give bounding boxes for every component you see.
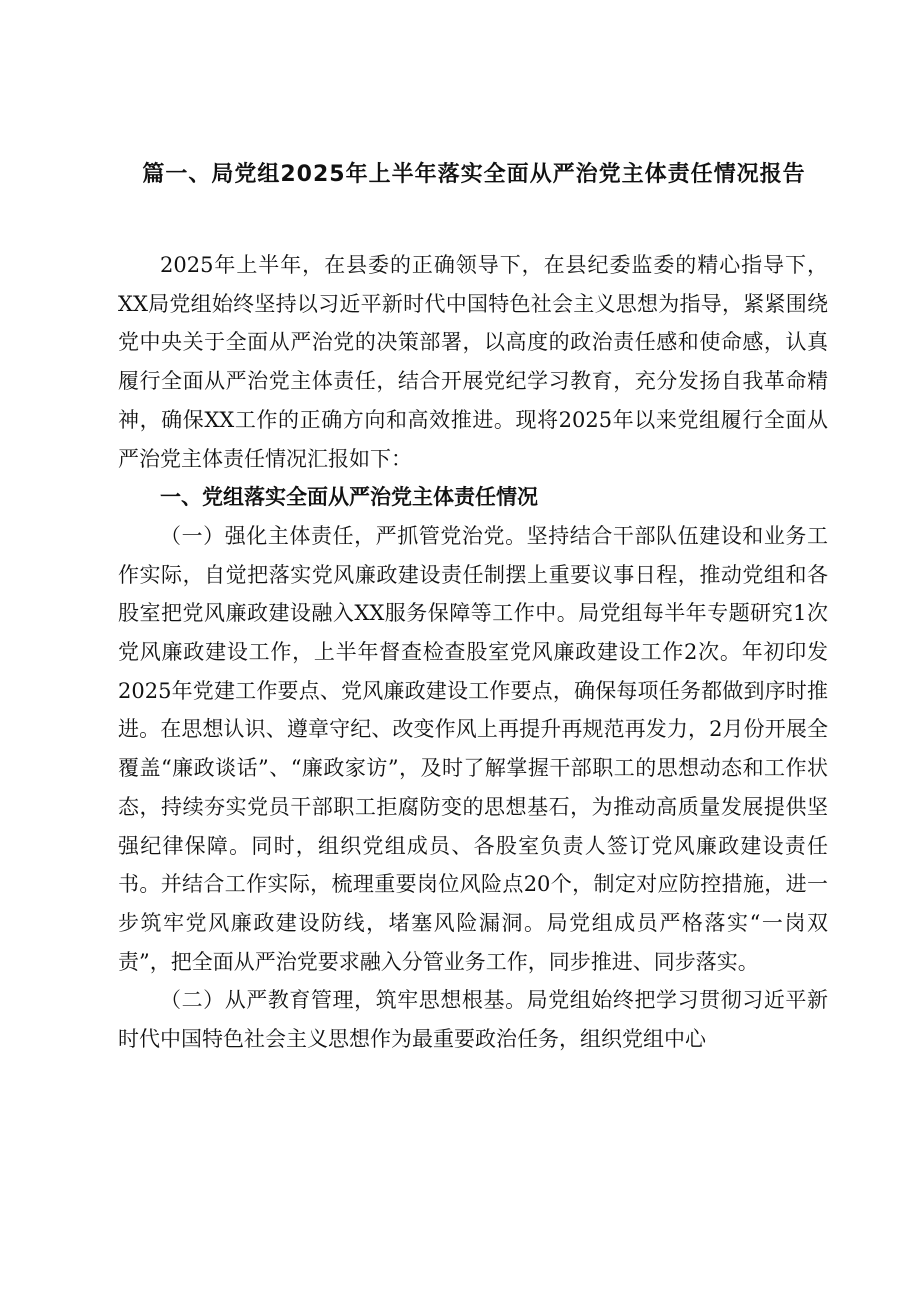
- document-title: 篇一、局党组2025年上半年落实全面从严治党主体责任情况报告: [142, 162, 806, 187]
- document-body: [118, 246, 828, 1059]
- intro-paragraph: 2025年上半年，在县委的正确领导下，在县纪委监委的精心指导下，XX局党组始终坚持以习近平新时代中国特色社会主义思想为指导，紧紧围绕党中央关于全面从严治党的决策部署，以高度的政治责任感和使命感，认真履行全面从严治党主体责任，结合开展党纪学习教育，充分发扬自我革命精神，确保XX工作的正确方向和高效推进。现将2025年以来党组履行全面从严治党主体责任情况汇报如下：: [118, 253, 828, 471]
- section-paragraph-2: （二）从严教育管理，筑牢思想根基。局党组始终把学习贯彻习近平新时代中国特色社会主义思想作为最重要政治任务，组织党组中心: [118, 988, 828, 1052]
- section-heading: 一、党组落实全面从严治党主体责任情况: [160, 485, 538, 510]
- section-paragraph-1: （一）强化主体责任，严抓管党治党。坚持结合干部队伍建设和业务工作实际，自觉把落实党风廉政建设责任制摆上重要议事日程，推动党组和各股室把党风廉政建设融入XX服务保障等工作中。局党组每半年专题研究1次党风廉政建设工作，上半年督查检查股室党风廉政建设工作2次。年初印发2025年党建工作要点、党风廉政建设工作要点，确保每项任务都做到序时推进。在思想认识、遵章守纪、改变作风上再提升再规范再发力，2月份开展全覆盖“廉政谈话”、“廉政家访”，及时了解掌握干部职工的思想动态和工作状态，持续夯实党员干部职工拒腐防变的思想基石，为推动高质量发展提供坚强纪律保障。同时，组织党组成员、各股室负责人签订党风廉政建设责任书。并结合工作实际，梳理重要岗位风险点20个，制定对应防控措施，进一步筑牢党风廉政建设防线，堵塞风险漏洞。局党组成员严格落实“一岗双责”，把全面从严治党要求融入分管业务工作，同步推进、同步落实。: [118, 523, 828, 974]
